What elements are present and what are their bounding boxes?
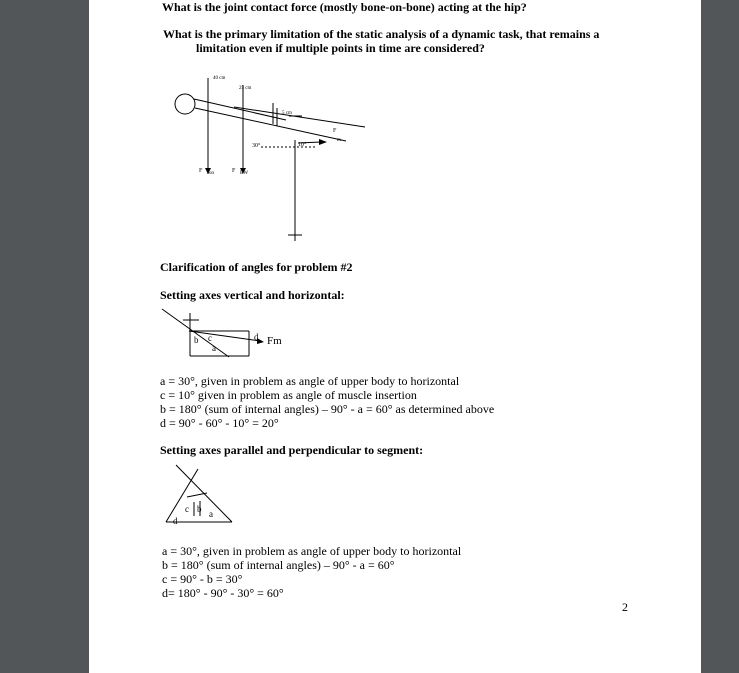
label-5cm: 5 cm <box>282 111 292 116</box>
label-40cm: 40 cm <box>213 76 226 81</box>
label-30deg: 30° <box>252 143 261 149</box>
angle2-line-a: a = 30°, given in problem as angle of upper body to horizontal <box>162 544 462 558</box>
angles-diagram-parallel <box>89 0 701 560</box>
label-fm-f: F <box>333 128 337 134</box>
page-number: 2 <box>622 600 628 614</box>
angle-line-d: d = 90° - 60° - 10° = 20° <box>160 416 279 430</box>
section2-subheading: Setting axes parallel and perpendicular to segment: <box>160 443 424 457</box>
section1-subheading: Setting axes vertical and horizontal: <box>160 288 345 302</box>
question-2-line-1: What is the primary limitation of the static analysis of a dynamic task, that remains a <box>163 27 600 41</box>
label-a2: a <box>209 509 213 519</box>
angle-line-a: a = 30°, given in problem as angle of upper body to horizontal <box>160 374 460 388</box>
angle2-line-b: b = 180° (sum of internal angles) – 90° - a = 60° <box>162 558 395 572</box>
question-2-line-2: limitation even if multiple points in time are considered? <box>196 41 485 55</box>
label-c2: c <box>185 504 189 514</box>
label-fm-m: m <box>337 138 341 143</box>
label-10deg: 10° <box>298 142 307 148</box>
label-fbox-sub: box <box>207 171 215 176</box>
label-a: a <box>212 343 216 353</box>
label-d2: d <box>173 516 178 526</box>
label-b2: b <box>197 504 202 514</box>
label-fbw-f: F <box>232 168 236 174</box>
label-c: c <box>208 333 212 343</box>
document-page <box>89 0 701 673</box>
section-heading: Clarification of angles for problem #2 <box>160 260 353 274</box>
question-1: What is the joint contact force (mostly bone-on-bone) acting at the hip? <box>162 0 527 14</box>
label-b: b <box>194 335 199 345</box>
angle-line-c: c = 10° given in problem as angle of muscle insertion <box>160 388 417 402</box>
angle2-line-c: c = 90° - b = 30° <box>162 572 243 586</box>
label-fbox-f: F <box>199 168 203 174</box>
angle2-line-d: d= 180° - 90° - 30° = 60° <box>162 586 284 600</box>
label-d: d <box>254 332 259 342</box>
label-fbw-sub: BW <box>240 171 249 176</box>
angle-line-b: b = 180° (sum of internal angles) – 90° - a = 60° as determined above <box>160 402 495 416</box>
label-fm: Fm <box>267 335 282 347</box>
label-25cm: 25 cm <box>239 86 252 91</box>
